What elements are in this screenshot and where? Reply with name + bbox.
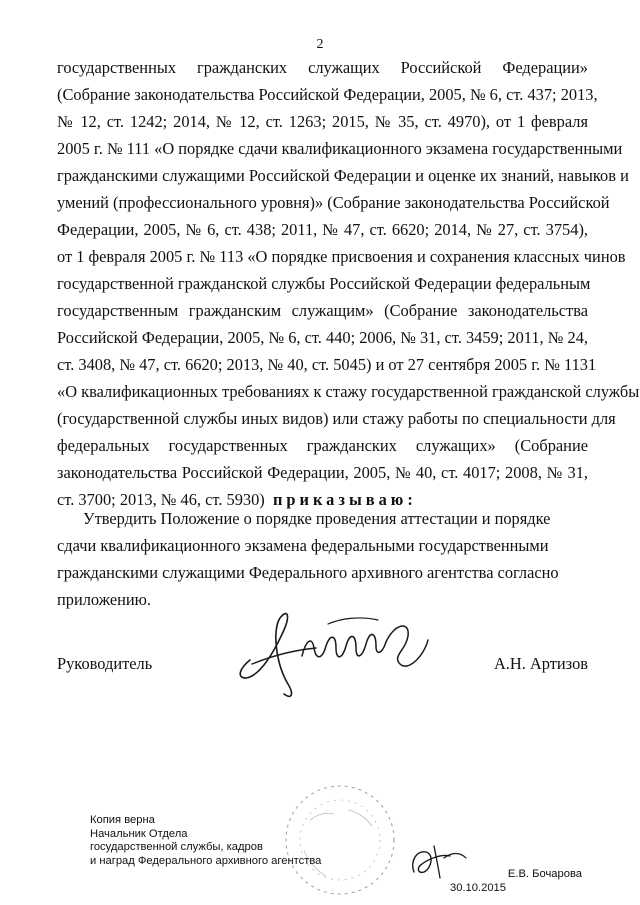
preamble-line: (Собрание законодательства Российской Федерации, 2005, № 6, ст. 437; 2013, [57,85,598,104]
preamble-line: государственной гражданской службы Российской Федерации федеральным [57,274,591,293]
preamble-line: умений (профессионального уровня)» (Собрание законодательства Российской [57,193,610,212]
preamble-line: гражданскими служащими Российской Федерации и оценке их знаний, навыков и [57,166,629,185]
signatory-title: Руководитель [57,654,153,673]
preamble-line: государственным гражданским служащим» (Собрание законодательства [57,301,588,320]
preamble-final-text: ст. 3700; 2013, № 46, ст. 5930) [57,490,265,509]
preamble-line: государственных гражданских служащих Российской Федерации» [57,58,588,77]
preamble-line: от 1 февраля 2005 г. № 113 «О порядке присвоения и сохранения классных чинов [57,247,626,266]
preamble-line: Федерации, 2005, № 6, ст. 438; 2011, № 47, ст. 6620; 2014, № 27, ст. 3754), [57,220,588,239]
certifier-signature [404,838,470,886]
order-text: Утвердить Положение о порядке проведения аттестации и порядке сдачи квалификационного экзамена федеральными государственными гражданскими служащими Федерального архивного агентства согласно приложению. [57,509,559,609]
page-number: 2 [316,37,324,52]
preamble-text [57,54,640,513]
copy-line: Начальник Отдела [90,827,188,840]
preamble-line: «О квалификационных требованиях к стажу государственной гражданской службы [57,382,640,401]
preamble-line: 2005 г. № 111 «О порядке сдачи квалификационного экзамена государственными [57,139,623,158]
copy-certifier-name: Е.В. Бочарова [507,868,582,880]
copy-line: государственной службы, кадров [90,841,263,853]
preamble-line: законодательства Российской Федерации, 2005, № 40, ст. 4017; 2008, № 31, [57,463,588,482]
copy-date: 30.10.2015 [450,882,506,894]
order-word: приказываю: [272,490,417,509]
director-signature [232,590,442,710]
signatory-name: А.Н. Артизов [493,654,588,673]
copy-line: и наград Федерального архивного агентства [90,854,322,867]
copy-certification [90,814,321,868]
preamble-line: Российской Федерации, 2005, № 6, ст. 440; 2006, № 31, ст. 3459; 2011, № 24, [57,328,588,347]
copy-line: Копия верна [90,814,155,826]
preamble-line: ст. 3408, № 47, ст. 6620; 2013, № 40, ст. 5045) и от 27 сентября 2005 г. № 1131 [57,355,597,374]
preamble-line: (государственной службы иных видов) или стажу работы по специальности для [57,409,616,428]
preamble-line: федеральных государственных гражданских служащих» (Собрание [57,436,588,455]
preamble-line: № 12, ст. 1242; 2014, № 12, ст. 1263; 2015, № 35, ст. 4970), от 1 февраля [57,112,588,131]
